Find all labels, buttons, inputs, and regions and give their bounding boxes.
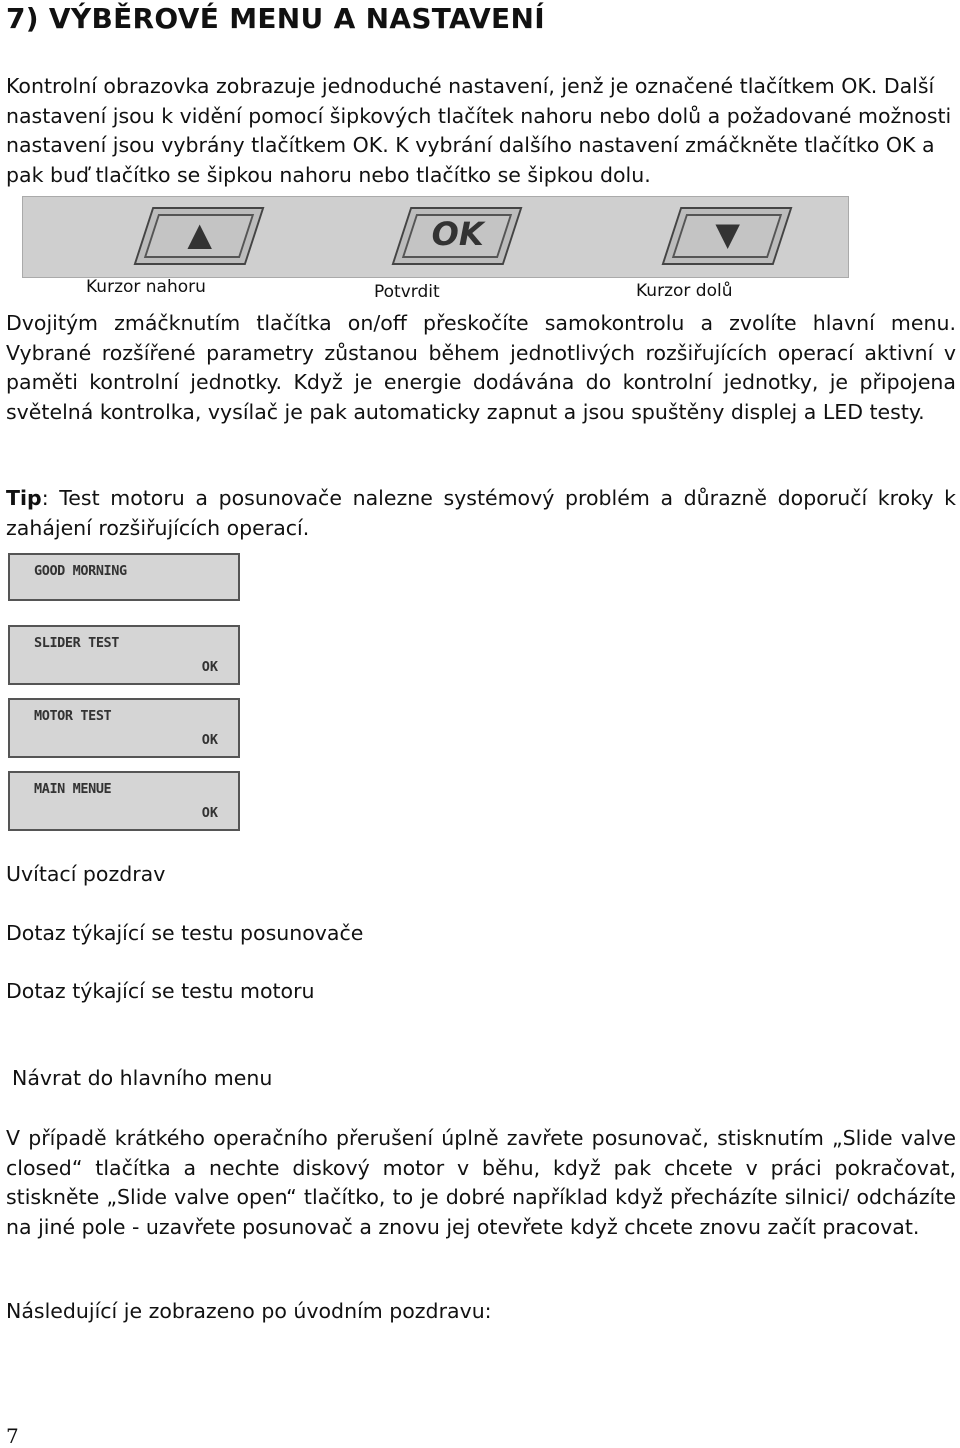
following-paragraph: Následující je zobrazeno po úvodním pozdravu: [6,1299,492,1323]
caption-motor-test: Dotaz týkající se testu motoru [6,979,315,1003]
interruption-paragraph: V případě krátkého operačního přerušení úplně zavřete posunovač, stisknutím „Slide valve closed“ tlačítka a nechte diskový motor v běhu, když pak chcete v práci pokračovat, stiskněte „Slide valve open“ tlačítko, to je dobré například když přecházíte silnici/ odcházíte na jiné pole - uzavřete posunovač a znovu jej otevřete když chcete znovu začít pracovat. [6,1126,956,1239]
arrow-down-icon: ▼ [715,215,740,253]
section-heading: 7) VÝBĚROVÉ MENU A NASTAVENÍ [6,2,545,35]
tip-paragraph [6,484,956,543]
caption-greeting: Uvítací pozdrav [6,862,166,886]
lcd-ok: OK [201,732,218,748]
lcd-line: MAIN MENUE [34,781,112,797]
lcd-ok: OK [201,659,218,675]
info-paragraph: Dvojitým zmáčknutím tlačítka on/off přeskočíte samokontrolu a zvolíte hlavní menu. Vybrané rozšířené parametry zůstanou během jednotlivých rozšiřujících operací aktivní v paměti kontrolní jednotky. Když je energie dodávána do kontrolní jednotky, je připojena světelná kontrolka, vysílač je pak automaticky zapnut a jsou spuštěny displej a LED testy. [6,311,956,424]
tip-text: : Test motoru a posunovače nalezne systémový problém a důrazně doporučí kroky k zahájení rozšiřujících operací. [6,486,956,540]
ok-button [392,207,523,265]
caption-main-menu: Návrat do hlavního menu [12,1066,273,1090]
lcd-line: SLIDER TEST [34,635,120,651]
lcd-screen-slider-test [8,625,240,685]
lcd-screen-good-morning [8,553,240,601]
lcd-line: MOTOR TEST [34,708,112,724]
page-number: 7 [6,1424,19,1448]
arrow-down-label: Kurzor dolů [636,281,733,301]
arrow-up-label: Kurzor nahoru [86,277,206,297]
arrow-up-icon: ▲ [187,215,212,253]
tip-label: Tip [6,486,42,510]
lcd-ok: OK [201,805,218,821]
lcd-line: GOOD MORNING [34,563,127,579]
lcd-screen-motor-test [8,698,240,758]
ok-label: Potvrdit [374,282,440,302]
ok-glyph: OK [431,215,484,253]
intro-paragraph: Kontrolní obrazovka zobrazuje jednoduché nastavení, jenž je označené tlačítkem OK. Další nastavení jsou k vidění pomocí šipkových tlačítek nahoru nebo dolů a požadované možnosti nastavení jsou vybrány tlačítkem OK. K vybrání dalšího nastavení zmáčkněte tlačítko OK a pak buď tlačítko se šipkou nahoru nebo tlačítko se šipkou dolu. [6,74,952,187]
lcd-screen-main-menu [8,771,240,831]
arrow-up-button [134,207,265,265]
arrow-down-button [662,207,793,265]
caption-slider-test: Dotaz týkající se testu posunovače [6,921,364,945]
button-panel-image [22,196,849,278]
